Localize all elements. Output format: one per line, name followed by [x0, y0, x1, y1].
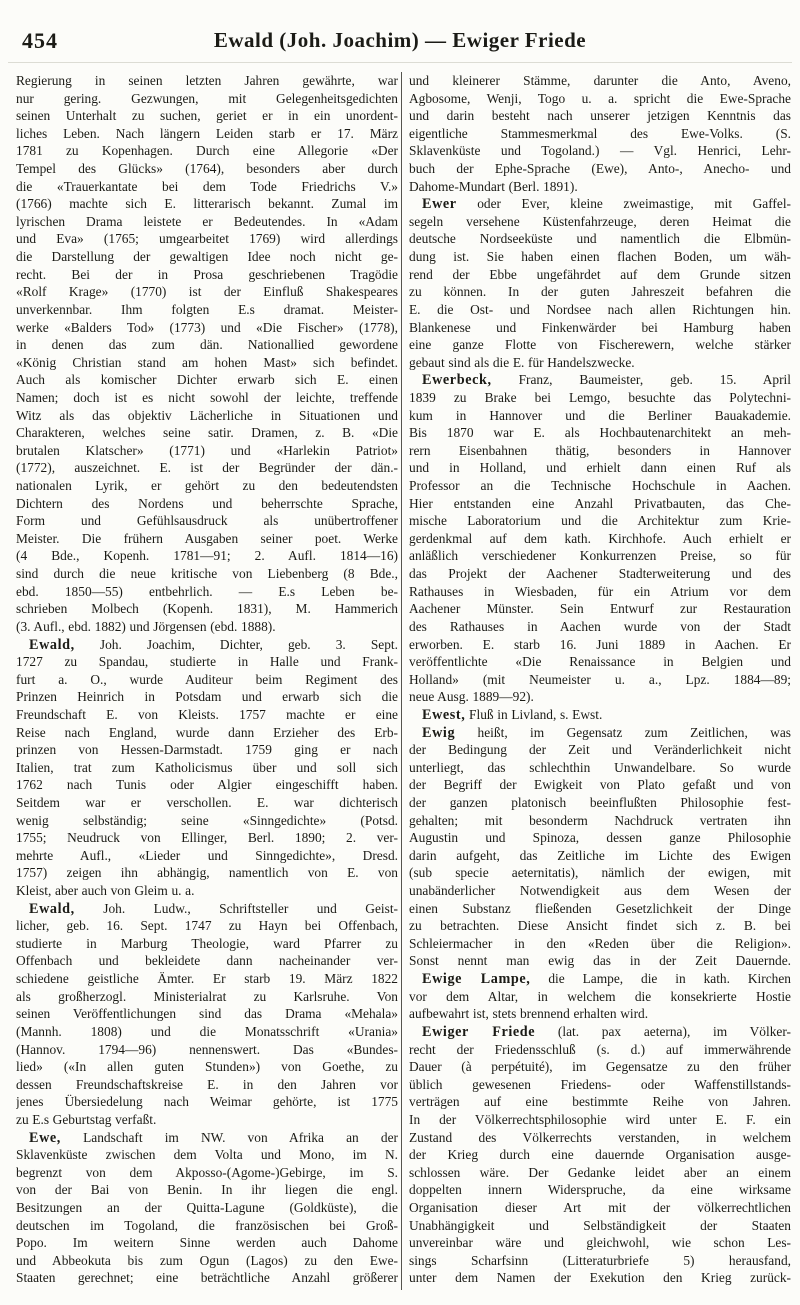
- entry-term: Ewe,: [29, 1129, 61, 1146]
- text-line: Ewer oder Ever, kleine zweimastige, mit Gaffel-: [422, 196, 791, 213]
- text-line: eine ganze Flotte von Fischerewern, welche stärker: [409, 337, 791, 353]
- text-line: gehalten; mit besonderm Nachdruck vertraten ihn: [409, 812, 791, 828]
- text-line: Dauer (à perpétuité), im Gegensatze zu den früher: [409, 1059, 791, 1075]
- text-line: buch der Ephe-Sprache (Ewe), Anto-, Anecho- und: [409, 161, 791, 177]
- text-line: (1772), auszeichnet. E. ist der Begründer der dän.-: [16, 460, 398, 476]
- text-line: Rathauses in Wiesbaden, für ein Atrium vor dem: [409, 583, 791, 599]
- text-line: dessen Freundschaftskreise E. in den Jahren vor: [16, 1076, 398, 1092]
- text-line: schrieben Molbech (Kopenh. 1831), M. Hammerich: [16, 601, 398, 617]
- text-line: Prinzen Heinrich in Potsdam und erwarb sich die: [16, 689, 398, 705]
- text-line: Sklavenküste und Togoland.) — Vgl. Henrici, Lehr-: [409, 143, 791, 159]
- entry-term: Ewer: [422, 196, 457, 213]
- text-line: Ewest, Fluß in Livland, s. Ewst.: [422, 706, 603, 723]
- text-line: Sonst nennt man ewig das in der Zeit Dauernde.: [409, 953, 791, 969]
- text-line: Ewig heißt, im Gegensatz zum Zeitlichen, was: [422, 724, 791, 741]
- text-line: und darin besteht nach unserer jetzigen Kenntnis das: [409, 108, 791, 124]
- text-line: dung ist. Sie haben einen flachen Boden, um wäh-: [409, 249, 791, 265]
- text-line: (4 Bde., Kopenh. 1781—91; 2. Aufl. 1814—16): [16, 548, 398, 564]
- text-line: Regierung in seinen letzten Jahren gewährte, war: [16, 73, 398, 88]
- text-line: E. die Ost- und Nordsee nach allen Richtungen hin.: [409, 301, 791, 317]
- text-line: wenig selbständig; seine «Sinngedichte» (Potsd.: [16, 812, 398, 828]
- text-line: als großherzogl. Ministerialrat zu Karlsruhe. Von: [16, 988, 398, 1004]
- text-line: vor dem Altar, in welchem die konsekrierte Hostie: [409, 988, 791, 1004]
- text-line: anläßlich verschiedener Konkurrenzen Preise, so für: [409, 548, 791, 564]
- text-line: Ewige Lampe, die Lampe, die in kath. Kirchen: [422, 971, 791, 988]
- text-line: sind durch die neue kritische von Liebenberg (8 Bde.,: [16, 566, 398, 582]
- text-line: die «Trauerkantate bei dem Tode Friedrichs V.»: [16, 178, 398, 194]
- entry-term: Ewald,: [29, 900, 75, 917]
- text-line: liches Leben. Nach längern Leiden starb er 17. März: [16, 125, 398, 141]
- text-line: der ganzen platonisch beeinflußten Philosophie fest-: [409, 794, 791, 810]
- text-line: Kleist, aber auch von Gleim u. a.: [16, 883, 195, 899]
- text-line: neue Ausg. 1889—92).: [409, 689, 534, 705]
- text-line: 1727 zu Spandau, studierte in Halle und Frank-: [16, 654, 398, 670]
- header-rule: [8, 62, 792, 63]
- text-line: Augustin und Spinoza, dessen ganze Philosophie: [409, 830, 791, 846]
- text-line: erworben. E. starb 16. Juni 1889 in Aachen. Er: [409, 636, 791, 652]
- text-line: Zustand des Völkerrechts verstanden, in welchem: [409, 1129, 791, 1145]
- text-line: licher, geb. 16. Sept. 1747 zu Hayn bei Offenbach,: [16, 918, 398, 934]
- text-line: Freundschaft E. von Kleists. 1757 machte er eine: [16, 706, 398, 722]
- text-line: deutschen im Togoland, die französischen bei Groß-: [16, 1217, 398, 1233]
- text-line: und kleinerer Stämme, darunter die Anto, Aveno,: [409, 73, 791, 88]
- text-line: (Hannov. 1794—96) nennenswert. Das «Bundes-: [16, 1041, 398, 1057]
- text-line: lied» («In allen guten Stunden») von Goethe, zu: [16, 1059, 398, 1075]
- text-line: nationalen Lyrik, er gehört zu den bedeutendsten: [16, 478, 398, 494]
- text-line: Unabhängigkeit und Selbständigkeit der Staaten: [409, 1217, 791, 1233]
- text-line: zu E.s Geburtstag verfaßt.: [16, 1111, 157, 1127]
- text-line: seinen Veröffentlichungen sind das Drama «Mehala»: [16, 1006, 398, 1022]
- text-line: Schleiermacher in den «Reden über die Religion».: [409, 935, 791, 951]
- entry-term: Ewerbeck,: [422, 372, 492, 389]
- text-line: recht. Bei der in Prosa geschriebenen Tragödie: [16, 266, 398, 282]
- text-line: sings Scharfsinn (Litteraturbriefe 5) herausfand,: [409, 1252, 791, 1268]
- text-line: Professor an die Technische Hochschule in Aachen.: [409, 478, 791, 494]
- text-line: 1755; Neudruck von Ellinger, Berl. 1890; 2. ver-: [16, 830, 398, 846]
- text-line: und Abbeokuta bis zum Ogun (Lagos) zu den Ewe-: [16, 1252, 398, 1268]
- entry-term: Ewiger Friede: [422, 1023, 536, 1040]
- text-line: Witz als das objektiv Lächerliche in Situationen und: [16, 407, 398, 423]
- text-line: Sklavenküste zwischen dem Volta und Mono, im N.: [16, 1147, 398, 1163]
- text-line: aufbewahrt ist, stets brennend erhalten wird.: [409, 1006, 649, 1022]
- page-number: 454: [22, 28, 58, 53]
- text-line: Ewald, Joh. Joachim, Dichter, geb. 3. Sept.: [29, 636, 398, 653]
- text-line: Dichtern des Nordens und beherrschte Sprache,: [16, 495, 398, 511]
- running-head-title: Ewald (Joh. Joachim) — Ewiger Friede: [213, 28, 587, 52]
- text-line: «König Christian stand am hohen Mast» sich befindet.: [16, 354, 398, 370]
- text-line: Auch als komischer Dichter erwarb sich E. einen: [16, 372, 398, 388]
- text-line: Seitdem war er verschollen. E. war dichterisch: [16, 794, 398, 810]
- text-line: die Darstellung der gewaltigen Idee noch nicht ge-: [16, 249, 398, 265]
- text-line: das Projekt der Aachener Stadterweiterung und des: [409, 566, 791, 582]
- text-line: werke «Balders Tod» (1773) und «Die Fischer» (1778),: [16, 319, 398, 335]
- text-line: von der Bai von Benin. In ihr liegen die engl.: [16, 1182, 398, 1198]
- text-line: «Rolf Krage» (1770) ist der Einfluß Shakespeares: [16, 284, 398, 300]
- text-line: brutalen Klatscher» (1771) und «Harlekin Patriot»: [16, 442, 398, 458]
- text-line: Dahome-Mundart (Berl. 1891).: [409, 178, 578, 194]
- text-line: Charakteren, welches seine satir. Dramen, z. B. «Die: [16, 425, 398, 441]
- text-line: Hier entstanden eine Anzahl Privatbauten, das Che-: [409, 495, 791, 511]
- text-line: 1762 nach Tunis oder Algier eingeschifft haben.: [16, 777, 398, 793]
- text-line: Offenbach und bekleidete dann nacheinander ver-: [16, 953, 398, 969]
- text-line: recht der Friedensschluß (s. d.) auf immerwährende: [409, 1041, 791, 1057]
- text-line: mische Laboratorium und die Architektur zum Krie-: [409, 513, 791, 529]
- text-line: und in Holland, und erhielt dann einen Ruf als: [409, 460, 791, 476]
- text-line: Aachener Münster. Sein Entwurf zur Restauration: [409, 601, 791, 617]
- text-line: (1766) machte sich E. litterarisch bekannt. Zumal im: [16, 196, 398, 212]
- text-line: unabänderlicher Notwendigkeit aus dem Wesen der: [409, 883, 791, 899]
- text-line: Namen; doch ist es nicht sowohl der leichte, treffende: [16, 389, 398, 405]
- text-line: (sub specie aeternitatis), nämlich der ewigen, mit: [409, 865, 791, 881]
- text-line: mehrte Aufl., «Lieder und Sinngedichte», Dresd.: [16, 847, 398, 863]
- text-line: einen Substanz fließenden Gesetzlichkeit der Dinge: [409, 900, 791, 916]
- text-line: Agbosome, Wenji, Togo u. a. spricht die Ewe-Sprache: [409, 90, 791, 106]
- text-line: veröffentlichte «Die Renaissance in Belgien und: [409, 654, 791, 670]
- text-line: üblich gewesenen Friedens- oder Waffenstillstands-: [409, 1076, 791, 1092]
- text-line: Reise nach England, wurde dann Erzieher des Erb-: [16, 724, 398, 740]
- text-line: zu betrachten. Diese Ansicht findet sich z. B. bei: [409, 918, 791, 934]
- text-line: In der Völkerrechtsphilosophie wird unter E. F. ein: [409, 1111, 791, 1127]
- text-line: jenes Übersiedelung nach Weimar gehörte, ist 1775: [16, 1094, 398, 1110]
- text-line: Besitzungen an der Quitta-Lagune (Goldküste), die: [16, 1200, 398, 1215]
- text-line: unvereinbar wäre und gleichwohl, wie schon Les-: [409, 1235, 791, 1251]
- text-line: kum in Hannover und die Berliner Bauakademie.: [409, 407, 791, 423]
- text-line: und Eva» (1765; umgearbeitet 1769) wird allerdings: [16, 231, 398, 247]
- text-line: ebd. 1850—55) entbehrlich. — E.s Leben be-: [16, 583, 398, 599]
- text-line: Popo. Im weitern Sinne werden auch Dahome: [16, 1235, 398, 1251]
- text-line: schlossen wäre. Der Gedanke leidet aber an einem: [409, 1164, 791, 1180]
- text-line: Holland» (mit Neumeister u. a., Lpz. 1884—89;: [409, 671, 791, 687]
- entry-term: Ewest,: [422, 706, 466, 723]
- text-line: begrenzt von dem Akposso-(Agome-)Gebirge, im S.: [16, 1164, 398, 1180]
- text-line: unter dem Namen der Exekution den Krieg zurück-: [409, 1270, 791, 1286]
- text-line: Tempel des Glücks» (1764), besonders aber durch: [16, 161, 398, 177]
- text-line: Form und Gefühlsausdruck als unübertroffener: [16, 513, 398, 529]
- text-line: der Krieg durch eine dauernde Organisation ausge-: [409, 1147, 791, 1163]
- text-line: in denen das zum dän. Nationallied gewordene: [16, 337, 398, 353]
- text-line: rern Eisenbahnen thätig, besonders in Hannover: [409, 442, 791, 458]
- text-line: Ewald, Joh. Ludw., Schriftsteller und Geist-: [29, 900, 398, 917]
- text-line: zu können. In der guten Jahreszeit befahren die: [409, 284, 791, 300]
- text-line: Blankenese und Finkenwärder bei Hamburg haben: [409, 319, 791, 335]
- text-line: 1839 zu Brake bei Lemgo, besuchte das Polytechni-: [409, 389, 791, 405]
- text-line: Ewe, Landschaft im NW. von Afrika an der: [29, 1129, 398, 1146]
- text-line: Organisation dieser Art mit der völkerrechtlichen: [409, 1200, 791, 1215]
- text-line: Ewerbeck, Franz, Baumeister, geb. 15. April: [422, 372, 791, 389]
- entry-term: Ewige Lampe,: [422, 971, 531, 988]
- entry-term: Ewig: [422, 724, 456, 741]
- text-line: Staaten gerechnet; eine beträchtliche Anzahl größerer: [16, 1270, 398, 1286]
- text-line: segeln versehene Küstenfahrzeuge, deren Heimat die: [409, 213, 791, 229]
- text-line: darin aufgeht, das Zeitliche im Lichte des Ewigen: [409, 847, 791, 863]
- text-line: prinzen von Hessen-Darmstadt. 1759 ging er nach: [16, 742, 398, 758]
- text-line: Italien, trat zum Katholicismus über und soll sich: [16, 759, 398, 775]
- text-line: rend der Ebbe ungefährdet auf dem Grunde sitzen: [409, 266, 791, 282]
- text-line: eigentliche Stammesmerkmal des Ewe-Volks. (S.: [409, 125, 791, 141]
- text-line: schiedene geistliche Ämter. Er starb 19. März 1822: [16, 971, 398, 987]
- text-line: unterliegt, das schlechthin Unwandelbare. So wurde: [409, 759, 791, 775]
- text-line: des Rathauses in Aachen wurde von der Stadt: [409, 618, 791, 634]
- text-line: nur gering. Gezwungen, mit Gelegenheitsgedichten: [16, 90, 398, 106]
- entry-term: Ewald,: [29, 636, 75, 653]
- text-line: lyrischen Drama leistete er Bedeutendes. In «Adam: [16, 213, 398, 229]
- text-line: gebaut sind als die E. für Handelszwecke.: [409, 354, 635, 370]
- text-line: der Begriff der Ewigkeit von Plato gefaßt und von: [409, 777, 791, 793]
- text-line: (3. Aufl., ebd. 1882) und Jörgensen (ebd. 1888).: [16, 618, 276, 634]
- right-column: [409, 72, 791, 1287]
- left-column: [16, 72, 398, 1287]
- text-line: furt a. O., wurde Auditeur beim Regiment des: [16, 671, 398, 687]
- text-line: seinen Unterhalt zu suchen, geriet er in ein unordent-: [16, 108, 398, 124]
- text-line: verträgen auf eine bestimmte Reihe von Jahren.: [409, 1094, 791, 1110]
- text-line: studierte in Marburg Theologie, ward Pfarrer zu: [16, 935, 398, 951]
- text-line: Bis 1870 war E. als Hochbautenarchitekt an meh-: [409, 425, 791, 441]
- text-line: gerdenkmal auf dem kath. Kirchhofe. Auch erhielt er: [409, 530, 791, 546]
- text-line: (Mannh. 1808) und die Monatsschrift «Urania»: [16, 1023, 398, 1039]
- text-line: der Bedingung der Zeit und Veränderlichkeit nicht: [409, 742, 791, 758]
- text-line: doppelten innern Widerspruche, da eine wirksame: [409, 1182, 791, 1198]
- text-line: Ewiger Friede (lat. pax aeterna), im Völker-: [422, 1023, 791, 1040]
- column-divider-rule: [401, 72, 402, 1290]
- text-line: Meister. Die frühern Ausgaben seiner poet. Werke: [16, 530, 398, 546]
- text-line: unverkennbar. Ihm folgten E.s dramat. Meister-: [16, 301, 398, 317]
- text-line: 1757) zeigen ihn abhängig, namentlich von E. von: [16, 865, 398, 881]
- text-line: deutsche Nordseeküste und namentlich die Elbmün-: [409, 231, 791, 247]
- text-line: 1781 zu Kopenhagen. Durch eine Allegorie «Der: [16, 143, 398, 159]
